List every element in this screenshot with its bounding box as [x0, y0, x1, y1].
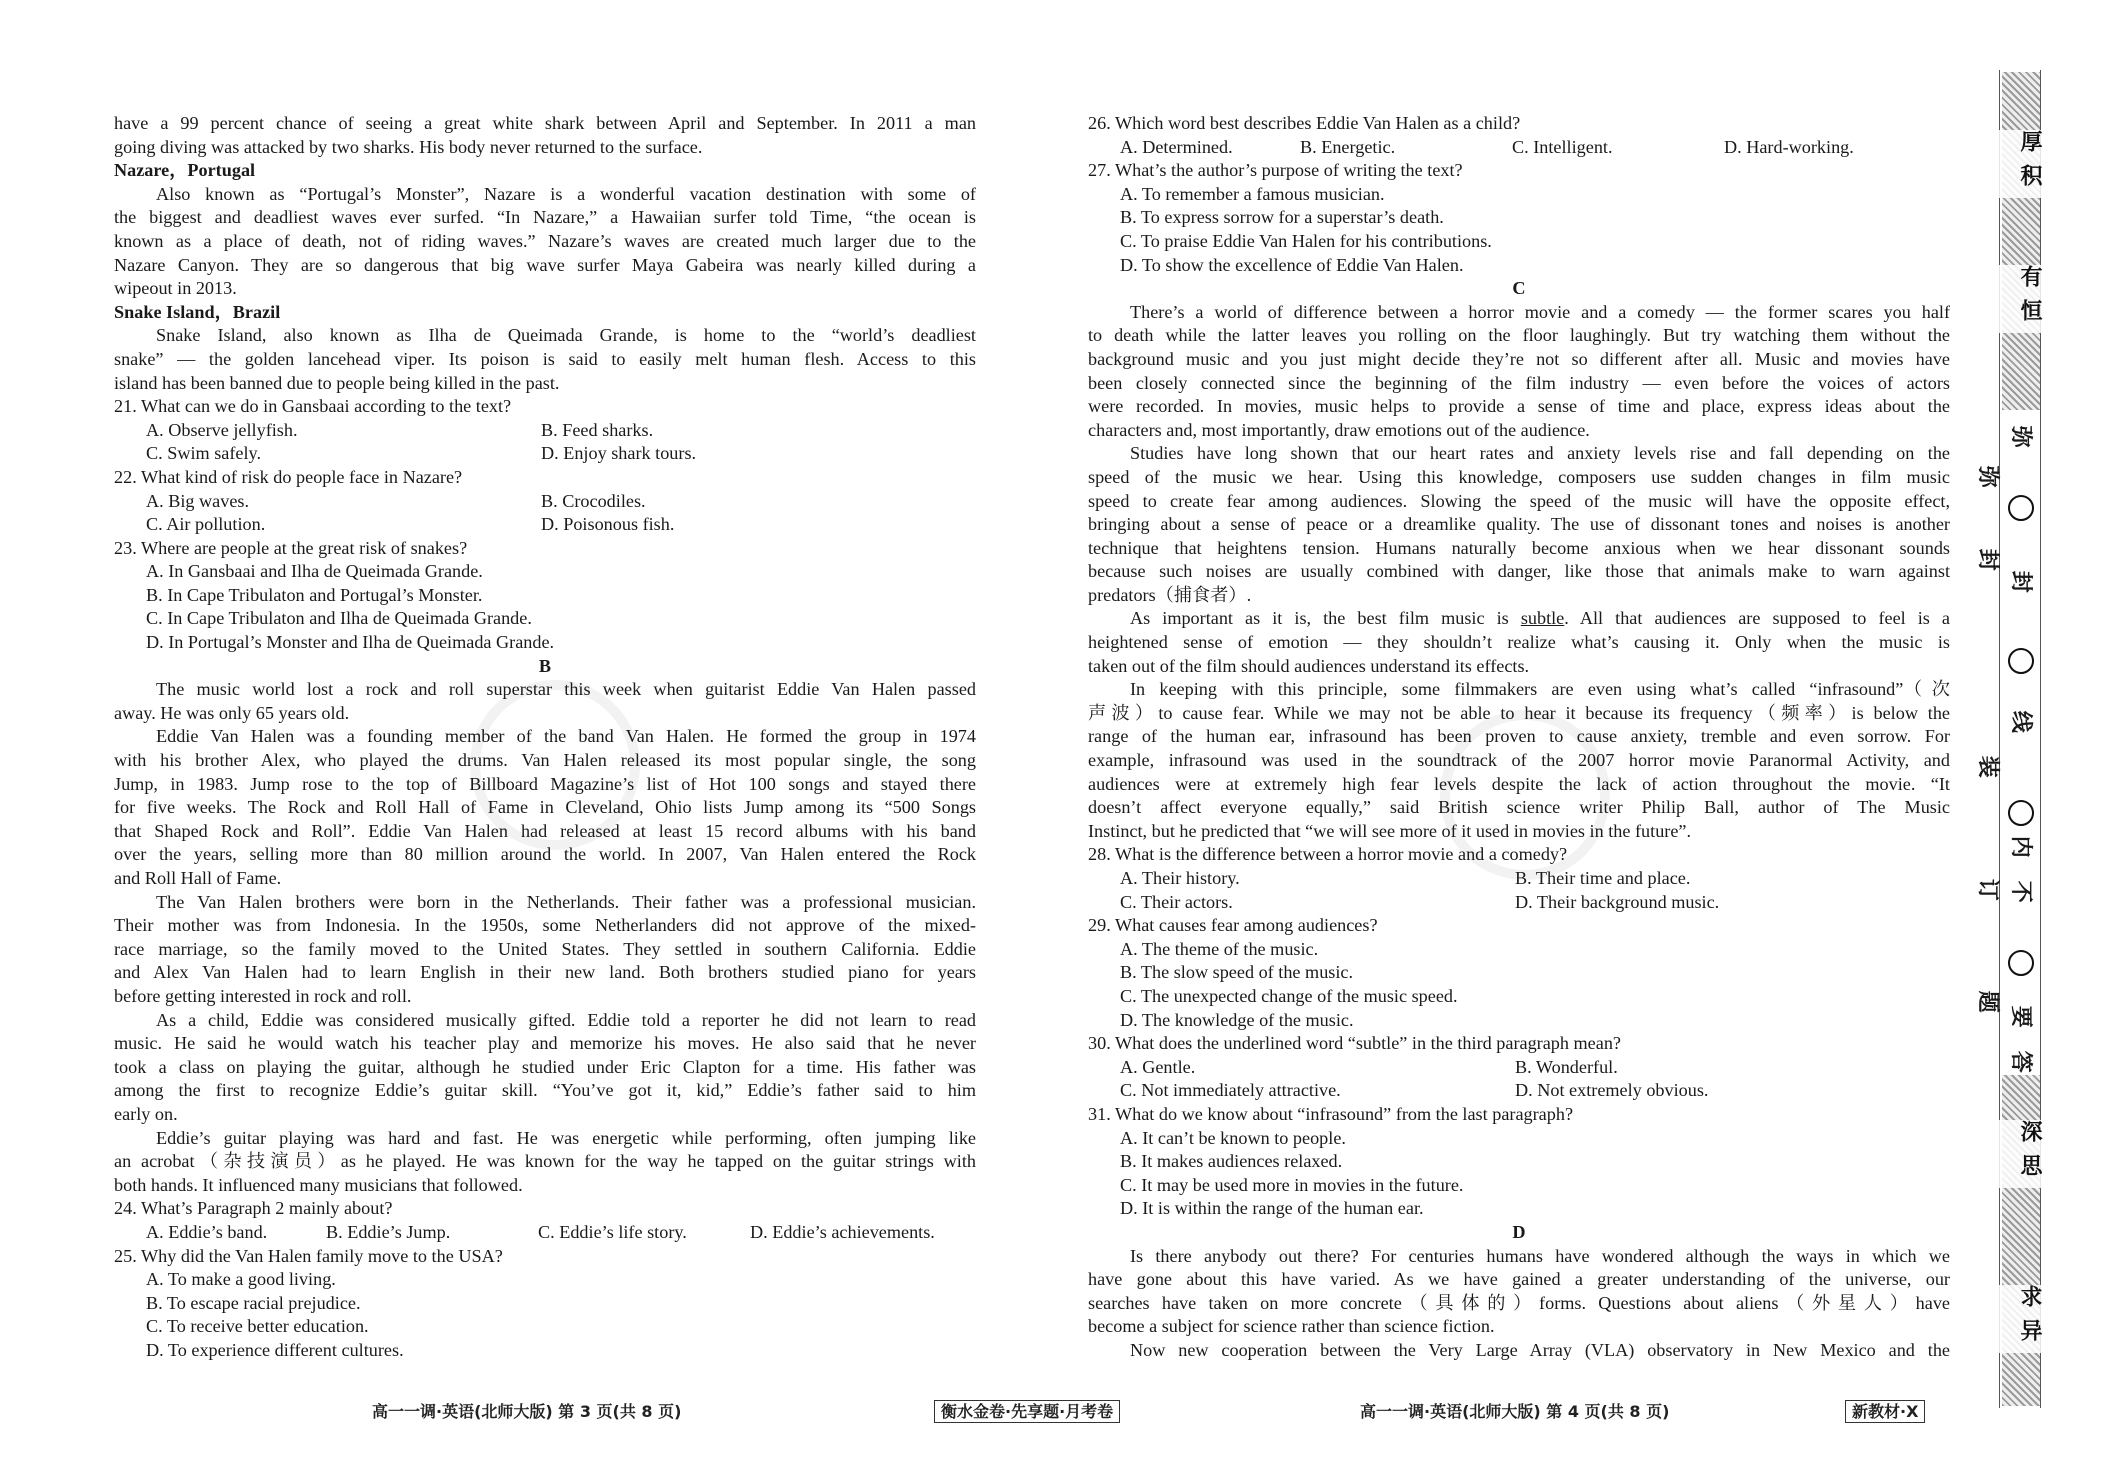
option[interactable]: B. Wonderful. — [1515, 1056, 1618, 1077]
question-stem: 26. Which word best describes Eddie Van Halen as a child? — [1088, 113, 1521, 133]
text-line: Nazare Canyon. They are so dangerous that big wave surfer Maya Gabeira was nearly killed during a — [114, 254, 976, 275]
option[interactable]: C. Air pollution. — [146, 514, 266, 535]
paragraph — [114, 183, 976, 301]
sidebar-word: 有恒 — [1999, 265, 2041, 333]
footer-page-left: 高一一调·英语(北师大版) 第 3 页(共 8 页) — [372, 1402, 682, 1421]
option[interactable]: C. Their actors. — [1120, 891, 1233, 912]
section-letter-b: B — [538, 655, 552, 676]
text-line: have a 99 percent chance of seeing a great white shark between April and September. In 2011 a man — [114, 113, 976, 133]
text-line: race marriage, so the family moved to the United States. They settled in southern California. Eddie — [114, 938, 976, 959]
text-line: background music and you just might decide they’re not so different after all. Music and movies have — [1088, 348, 1950, 369]
option[interactable]: D. Hard-working. — [1724, 136, 1854, 157]
text-line: among the first to recognize Eddie’s guitar skill. “You’ve got it, kid,” Eddie’s father said to him — [114, 1080, 976, 1101]
section-letter-d: D — [1512, 1221, 1526, 1242]
question-stem: 24. What’s Paragraph 2 mainly about? — [114, 1198, 393, 1219]
seal-char: 要 — [2007, 1005, 2033, 1028]
right-column — [1088, 112, 1950, 1362]
option[interactable]: D. Not extremely obvious. — [1515, 1080, 1709, 1101]
option[interactable]: A. It can’t be known to people. — [1120, 1127, 1346, 1148]
option[interactable]: D. It is within the range of the human ear. — [1120, 1198, 1424, 1219]
option[interactable]: C. To receive better education. — [146, 1316, 369, 1337]
text-line: speed of the music we hear. Using this knowledge, composers use sudden changes in film music — [1088, 466, 1950, 487]
option[interactable]: B. To express sorrow for a superstar’s death. — [1120, 207, 1444, 228]
seal-char: 订 — [1974, 878, 2000, 901]
text-line: to death while the latter leaves you rolling on the floor laughingly. But try watching them without the — [1088, 325, 1950, 346]
text-line: snake” — the golden lancehead viper. Its poison is said to easily melt human flesh. Access to this — [114, 348, 976, 369]
footer-tag — [1845, 1400, 1925, 1424]
seal-char: 不 — [2007, 880, 2033, 903]
option[interactable]: B. The slow speed of the music. — [1120, 962, 1354, 983]
text-line: over the years, selling more than 80 million around the world. In 2007, Van Halen entered the Rock — [114, 844, 976, 865]
text-line: become a subject for science rather than science fiction. — [1088, 1316, 1495, 1337]
paragraph — [114, 891, 976, 1009]
option[interactable]: B. Eddie’s Jump. — [326, 1221, 451, 1242]
text-line: Snake Island, also known as Ilha de Queimada Grande, is home to the “world’s deadliest — [156, 325, 976, 346]
paragraph — [114, 1127, 976, 1198]
text-line: heightened sense of emotion — they shouldn’t realize what’s causing it. Only when the music is — [1088, 632, 1950, 653]
text-line: Is there anybody out there? For centuries humans have wondered although the ways in which we — [1130, 1245, 1950, 1266]
question-21 — [114, 395, 976, 466]
question-30 — [1088, 1032, 1950, 1103]
text-line: Studies have long shown that our heart rates and anxiety levels rise and fall depending on the — [1130, 443, 1950, 464]
option[interactable]: C. Intelligent. — [1512, 136, 1613, 157]
seal-char: 内 — [2007, 835, 2033, 858]
text-line: speed to create fear among audiences. Slowing the speed of the music will have the opposite effect, — [1088, 490, 1950, 511]
footer-brand-box: 衡水金卷·先享题·月考卷 — [934, 1400, 1120, 1423]
question-stem: 29. What causes fear among audiences? — [1088, 915, 1378, 936]
footer-tag-box: 新教材·X — [1845, 1400, 1925, 1423]
option[interactable]: C. Not immediately attractive. — [1120, 1080, 1341, 1101]
option[interactable]: D. In Portugal’s Monster and Ilha de Queimada Grande. — [146, 632, 555, 653]
text-line: The music world lost a rock and roll superstar this week when guitarist Eddie Van Halen passed — [156, 679, 976, 700]
text-run: As important as it is, the best film music is — [1130, 608, 1521, 629]
option[interactable]: A. Observe jellyfish. — [146, 419, 298, 440]
text-line: taken out of the film should audiences understand its effects. — [1088, 655, 1530, 676]
text-line: because such noises are usually combined with danger, like those that animals make to warn against — [1088, 561, 1950, 582]
sidebar-word: 厚积 — [1999, 130, 2041, 198]
seal-char: 封 — [1974, 548, 2000, 571]
paragraph — [1088, 1339, 1950, 1363]
paragraph — [114, 112, 976, 159]
question-25 — [114, 1245, 976, 1363]
question-29 — [1088, 914, 1950, 1032]
text-line: took a class on playing the guitar, although he studied under Eric Clapton for a time. His father was — [114, 1056, 976, 1077]
question-stem: 22. What kind of risk do people face in Nazare? — [114, 466, 463, 487]
section-heading: Nazare，Portugal — [114, 160, 256, 181]
left-column — [114, 112, 976, 1362]
text-line: early on. — [114, 1103, 178, 1124]
text-line: Their mother was from Indonesia. In the 1950s, some Netherlanders did not approve of the mixed- — [114, 915, 976, 936]
option[interactable]: D. Enjoy shark tours. — [541, 443, 697, 464]
option[interactable]: A. In Gansbaai and Ilha de Queimada Grande. — [146, 561, 483, 582]
question-stem: 21. What can we do in Gansbaai according to the text? — [114, 396, 512, 417]
text-line — [1088, 607, 1950, 631]
text-line: doesn’t affect everyone equally,” said British science writer Philip Ball, author of The Music — [1088, 797, 1950, 818]
text-line: 声波）to cause fear. While we may not be able to hear it because its frequency（频率）is below the — [1088, 702, 1950, 723]
paragraph — [1088, 678, 1950, 843]
option[interactable]: B. Crocodiles. — [541, 490, 646, 511]
option[interactable]: A. Big waves. — [146, 490, 250, 511]
seal-circle-icon — [2008, 648, 2034, 674]
text-line: that Shaped Rock and Roll”. Eddie Van Halen had released at least 15 record albums with his band — [114, 820, 976, 841]
text-line: Jump, in 1983. Jump rose to the top of Billboard Magazine’s list of Hot 100 songs and stayed there — [114, 773, 976, 794]
option[interactable]: B. It makes audiences relaxed. — [1120, 1151, 1343, 1172]
text-line: known as a place of death, not of riding waves.” Nazare’s waves are created much larger due to the — [114, 230, 976, 251]
text-line: As a child, Eddie was considered musically gifted. Eddie told a reporter he did not learn to read — [156, 1009, 976, 1030]
text-line: range of the human ear, infrasound has been proven to cause anxiety, tremble and even sorrow. For — [1088, 726, 1950, 747]
option[interactable]: B. In Cape Tribulaton and Portugal’s Monster. — [146, 584, 483, 605]
question-23 — [114, 537, 976, 655]
underlined-word: subtle — [1520, 608, 1565, 629]
option[interactable]: C. To praise Eddie Van Halen for his contributions. — [1120, 230, 1492, 251]
text-line: Eddie Van Halen was a founding member of the band Van Halen. He formed the group in 1974 — [156, 726, 976, 747]
option[interactable]: A. Eddie’s band. — [146, 1221, 268, 1242]
text-line: example, infrasound was used in the soundtrack of the 2007 horror movie Paranormal Activity, and — [1088, 750, 1950, 771]
text-line: Also known as “Portugal’s Monster”, Nazare is a wonderful vacation destination with some of — [156, 183, 976, 204]
text-line: audiences were at extremely high fear levels despite the lack of action throughout the movie. “It — [1088, 773, 1950, 794]
paragraph — [114, 324, 976, 395]
sidebar-word: 深思 — [1999, 1120, 2041, 1188]
text-line: The Van Halen brothers were born in the Netherlands. Their father was a professional musician. — [156, 891, 976, 912]
text-line: an acrobat（杂技演员）as he played. He was known for the way he tapped on the guitar strings with — [114, 1151, 976, 1172]
option[interactable]: D. The knowledge of the music. — [1120, 1009, 1354, 1030]
question-stem: 31. What do we know about “infrasound” from the last paragraph? — [1088, 1103, 1574, 1124]
text-line: island has been banned due to people being killed in the past. — [114, 372, 560, 393]
option[interactable]: C. Swim safely. — [146, 443, 262, 464]
option[interactable]: A. Determined. — [1120, 136, 1233, 157]
text-line: In keeping with this principle, some filmmakers are even using what’s called “infrasound”（次 — [1130, 679, 1950, 700]
option[interactable]: A. Their history. — [1120, 868, 1240, 888]
text-line: wipeout in 2013. — [114, 278, 237, 299]
question-stem: 30. What does the underlined word “subtle” in the third paragraph mean? — [1088, 1033, 1621, 1054]
question-stem: 25. Why did the Van Halen family move to the USA? — [114, 1245, 503, 1266]
text-line: the biggest and deadliest waves ever surfed. “In Nazare,” a Hawaiian surfer told Time, “the ocean is — [114, 207, 976, 228]
text-line: bringing about a sense of peace or a dreamlike quality. The use of dissonant tones and noises is another — [1088, 514, 1950, 535]
text-line: before getting interested in rock and roll. — [114, 985, 412, 1006]
seal-char: 封 — [2007, 570, 2033, 593]
text-line: with his brother Alex, who played the drums. Van Halen released its most popular single, the song — [114, 750, 976, 771]
text-line: searches have taken on more concrete（具体的）forms. Questions about aliens（外星人）have — [1088, 1292, 1950, 1313]
option[interactable]: A. To remember a famous musician. — [1120, 183, 1385, 204]
section-heading: Snake Island，Brazil — [114, 301, 281, 322]
option[interactable]: C. Eddie’s life story. — [538, 1221, 687, 1242]
text-line: were recorded. In movies, music helps to provide a sense of time and place, express ideas about the — [1088, 396, 1950, 417]
seal-char: 题 — [1974, 990, 2000, 1013]
option[interactable]: A. To make a good living. — [146, 1269, 336, 1290]
text-line: technique that heightens tension. Humans naturally become anxious when we hear dissonant sounds — [1088, 537, 1950, 558]
question-28 — [1088, 843, 1950, 914]
question-26 — [1088, 112, 1950, 159]
seal-circle-icon — [2008, 950, 2034, 976]
seal-char: 线 — [2007, 710, 2033, 733]
text-line: Now new cooperation between the Very Large Array (VLA) observatory in New Mexico and the — [1130, 1339, 1950, 1360]
text-line: going diving was attacked by two sharks. His body never returned to the surface. — [114, 136, 703, 157]
text-line: been closely connected since the beginning of the film industry — even before the voices of actors — [1088, 372, 1950, 393]
hatch-top — [2002, 72, 2040, 410]
paragraph — [1088, 1245, 1950, 1339]
option[interactable]: B. To escape racial prejudice. — [146, 1292, 361, 1313]
question-stem: 27. What’s the author’s purpose of writing the text? — [1088, 160, 1463, 181]
option[interactable]: C. It may be used more in movies in the future. — [1120, 1174, 1464, 1195]
text-line: predators（捕食者）. — [1088, 584, 1252, 605]
question-stem: 28. What is the difference between a horror movie and a comedy? — [1088, 844, 1568, 865]
option[interactable]: D. Poisonous fish. — [541, 514, 675, 535]
text-line: and Alex Van Halen had to learn English in their new land. Both brothers studied piano for years — [114, 962, 976, 983]
seal-char: 弥 — [1974, 465, 2000, 488]
text-run: . All that audiences are supposed to feel is a — [1564, 608, 1951, 629]
seal-circle-icon — [2008, 800, 2034, 826]
option[interactable]: B. Energetic. — [1300, 136, 1396, 157]
option[interactable]: B. Their time and place. — [1515, 868, 1691, 888]
sidebar-word: 求异 — [1999, 1285, 2041, 1353]
paragraph — [114, 678, 976, 725]
question-22 — [114, 466, 976, 537]
text-line: have gone about this have varied. As we have gained a greater understanding of the universe, our — [1088, 1269, 1950, 1290]
text-line: music. He said he would watch his teacher play and memorize his moves. He also said that he never — [114, 1033, 976, 1054]
option[interactable]: A. Gentle. — [1120, 1056, 1196, 1077]
text-line: away. He was only 65 years old. — [114, 702, 350, 723]
question-24 — [114, 1197, 976, 1244]
option[interactable]: B. Feed sharks. — [541, 419, 654, 440]
option[interactable]: D. To show the excellence of Eddie Van Halen. — [1120, 254, 1464, 275]
option[interactable]: C. The unexpected change of the music speed. — [1120, 985, 1458, 1006]
text-line: characters and, most importantly, draw emotions out of the audience. — [1088, 419, 1590, 440]
text-line: for five weeks. The Rock and Roll Hall of Fame in Cleveland, Ohio lists Jump among its “500 Songs — [114, 797, 976, 818]
seal-circle-icon — [2008, 495, 2034, 521]
option[interactable]: A. The theme of the music. — [1120, 938, 1319, 959]
footer-page-right: 高一一调·英语(北师大版) 第 4 页(共 8 页) — [1360, 1402, 1670, 1421]
option[interactable]: D. To experience different cultures. — [146, 1339, 404, 1360]
seal-char: 答 — [2007, 1050, 2033, 1073]
paragraph — [114, 725, 976, 890]
text-line: There’s a world of difference between a horror movie and a comedy — the former scares you half — [1130, 301, 1950, 322]
seal-char: 装 — [1974, 755, 2000, 778]
seal-char: 弥 — [2007, 425, 2033, 448]
text-line: both hands. It influenced many musicians that followed. — [114, 1174, 523, 1195]
question-27 — [1088, 159, 1950, 277]
paragraph — [1088, 442, 1950, 607]
text-line: Instinct, but he predicted that “we will see more of it used in movies in the future”. — [1088, 820, 1692, 841]
option[interactable]: D. Eddie’s achievements. — [750, 1221, 935, 1242]
paragraph — [114, 1009, 976, 1127]
section-letter-c: C — [1512, 278, 1526, 299]
question-stem: 23. Where are people at the great risk of snakes? — [114, 537, 468, 558]
option[interactable]: D. Their background music. — [1515, 891, 1720, 912]
text-line: and Roll Hall of Fame. — [114, 868, 282, 888]
question-31 — [1088, 1103, 1950, 1221]
footer-brand — [934, 1400, 1120, 1424]
text-line: Eddie’s guitar playing was hard and fast. He was energetic while performing, often jumping like — [156, 1127, 976, 1148]
paragraph — [1088, 607, 1950, 678]
paragraph — [1088, 301, 1950, 443]
option[interactable]: C. In Cape Tribulaton and Ilha de Queimada Grande. — [146, 608, 532, 629]
